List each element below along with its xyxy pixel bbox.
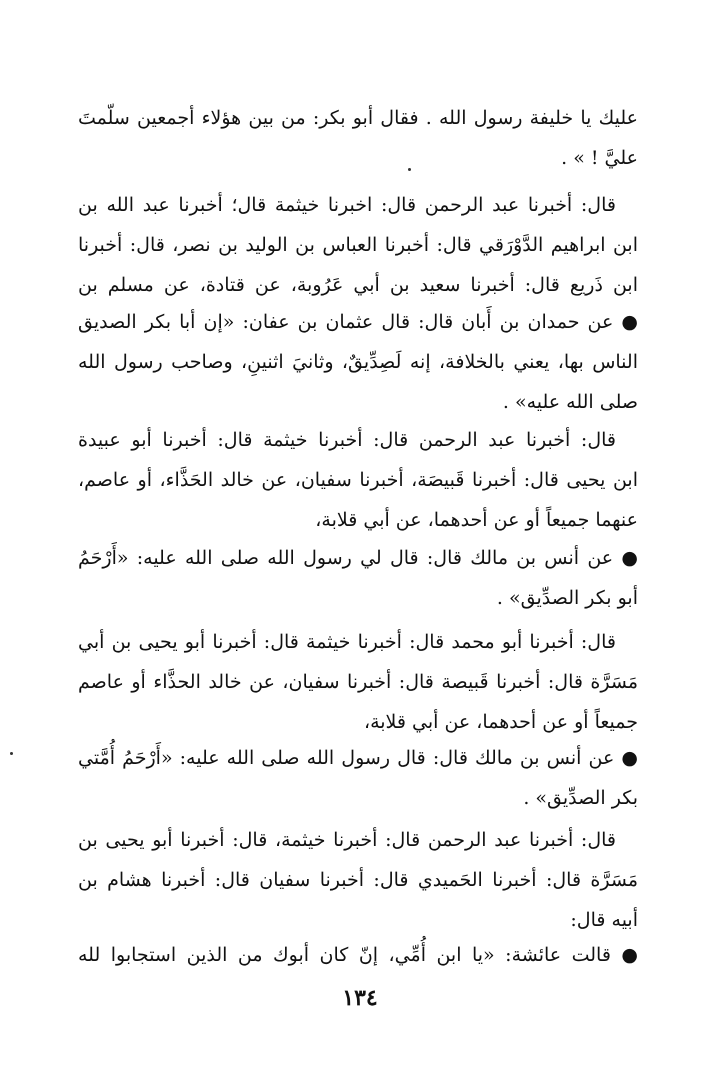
paragraph-3 bbox=[78, 302, 638, 422]
text-line: ● قالت عائشة: «يا ابن أُمِّي، إنّ كان أبوك من الذين استجابوا لله bbox=[78, 944, 638, 966]
text-line: مَسَرَّة قال: أخبرنا الحَميدي قال: أخبرنا سفيان قال: أخبرنا هشام بن bbox=[78, 869, 638, 891]
paragraph-5 bbox=[78, 538, 638, 618]
paragraph-6 bbox=[78, 622, 638, 742]
text-line: ● عن أنس بن مالك قال: قال رسول الله صلى الله عليه: «أَرْحَمُ أُمَّتي bbox=[78, 747, 638, 769]
text-line: قال: أخبرنا عبد الرحمن قال: اخبرنا خيثمة قال؛ أخبرنا عبد الله بن bbox=[78, 194, 616, 216]
text-line: قال: أخبرنا أبو محمد قال: أخبرنا خيثمة قال: أخبرنا أبو يحيى بن أبي bbox=[78, 631, 616, 653]
page-number: ١٣٤ bbox=[342, 985, 378, 1011]
text-line: جميعاً أو عن أحدهما، عن أبي قلابة، bbox=[363, 711, 638, 733]
text-line: قال: أخبرنا عبد الرحمن قال: أخبرنا خيثمة قال: أخبرنا أبو عبيدة bbox=[78, 429, 616, 451]
paragraph-8 bbox=[78, 820, 638, 940]
paragraph-1 bbox=[78, 98, 638, 178]
text-line: ابن ذَريع قال: أخبرنا سعيد بن أبي عَرُوبة، عن قتادة، عن مسلم بن bbox=[78, 274, 638, 296]
ink-speck bbox=[10, 752, 13, 755]
text-line: ● عن حمدان بن أَبان قال: قال عثمان بن عفان: «إن أبا بكر الصديق bbox=[78, 311, 638, 333]
paragraph-2 bbox=[78, 185, 638, 305]
text-line: عليك يا خليفة رسول الله . فقال أبو بكر: من بين هؤلاء أجمعين سلّمتَ bbox=[78, 107, 638, 129]
paragraph-7 bbox=[78, 738, 638, 818]
text-line: ابن يحيى قال: أخبرنا قَبيصَة، أخبرنا سفيان، عن خالد الحَذَّاء، أو عاصم، bbox=[78, 469, 638, 491]
text-line: ● عن أنس بن مالك قال: قال لي رسول الله صلى الله عليه: «أَرْحَمُ bbox=[78, 547, 638, 569]
paragraph-4 bbox=[78, 420, 638, 540]
text-line: أبو بكر الصدِّيق» . bbox=[496, 587, 638, 609]
text-line: أبيه قال: bbox=[570, 909, 638, 931]
paragraph-9 bbox=[78, 935, 638, 975]
text-line: بكر الصدِّيق» . bbox=[523, 787, 638, 809]
text-line: الناس بها، يعني بالخلافة، إنه لَصِدِّيقٌ، وثانيَ اثنينِ، وصاحب رسول الله bbox=[78, 351, 638, 373]
text-line: عنهما جميعاً أو عن أحدهما، عن أبي قلابة، bbox=[315, 509, 638, 531]
ink-speck bbox=[408, 168, 411, 171]
text-line: مَسَرَّة قال: أخبرنا قَبيصة قال: أخبرنا سفيان، عن خالد الحذَّاء أو عاصم bbox=[78, 671, 638, 693]
text-line: قال: أخبرنا عبد الرحمن قال: أخبرنا خيثمة، قال: أخبرنا أبو يحيى بن bbox=[78, 829, 616, 851]
text-line: صلى الله عليه» . bbox=[502, 391, 638, 413]
text-line: عليَّ ! » . bbox=[561, 147, 638, 169]
text-line: ابن ابراهيم الدَّوْرَقي قال: أخبرنا العباس بن الوليد بن نصر، قال: أخبرنا bbox=[78, 234, 638, 256]
